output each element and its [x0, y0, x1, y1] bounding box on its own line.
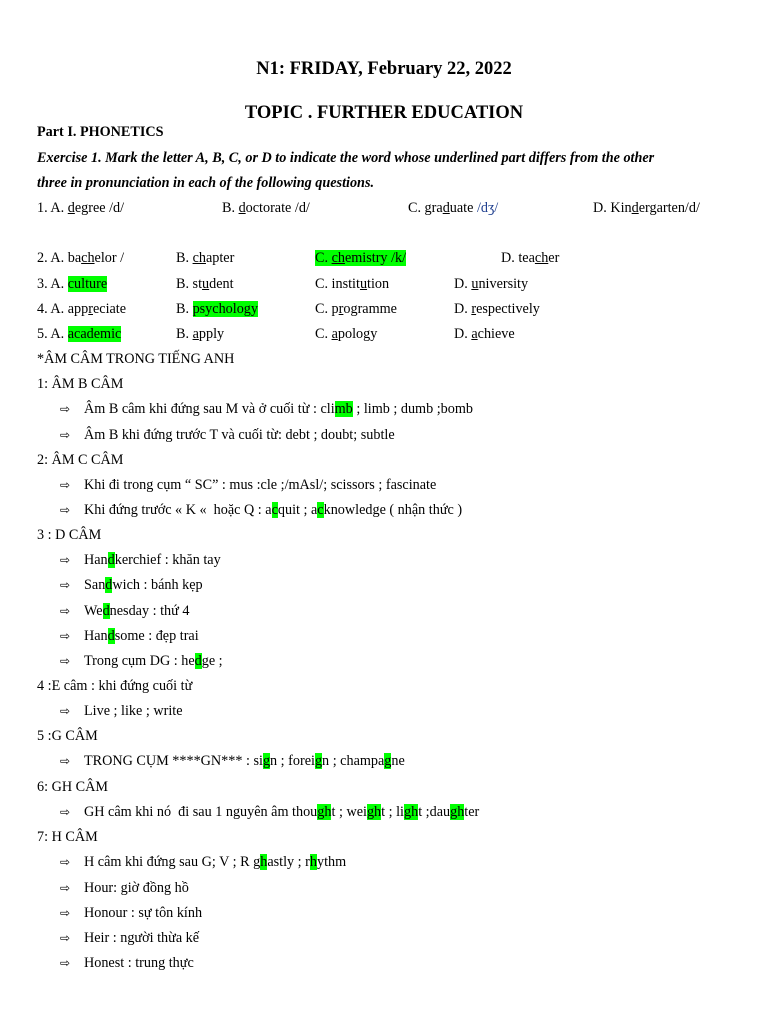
bullet-b1: ⇨ Âm B câm khi đứng sau M và ở cuối từ : climb ; limb ; dumb ;bomb — [60, 401, 473, 417]
bullet-h2: ⇨ Hour: giờ đồng hồ — [60, 880, 189, 896]
q2-option-b: B. chapter — [176, 250, 235, 266]
bullet-d2: ⇨ Sandwich : bánh kẹp — [60, 577, 203, 593]
bullet-c1: ⇨ Khi đi trong cụm “ SC” : mus :cle ;/mAsl/; scissors ; fascinate — [60, 477, 437, 493]
q5-option-d: D. achieve — [454, 326, 515, 342]
arrow-icon: ⇨ — [60, 855, 71, 869]
q3-option-d: D. university — [454, 276, 529, 292]
q4-option-c: C. programme — [315, 301, 397, 317]
q5-option-c: C. apology — [315, 326, 378, 342]
arrow-icon: ⇨ — [60, 931, 71, 945]
q3-option-c: C. institution — [315, 276, 390, 292]
section-g-title: 5 :G CÂM — [37, 728, 98, 744]
silent-heading: *ÂM CÂM TRONG TIẾNG ANH — [37, 351, 235, 367]
bullet-c2: ⇨ Khi đứng trước « K « hoặc Q : acquit ; acknowledge ( nhận thức ) — [60, 502, 463, 518]
arrow-icon: ⇨ — [60, 654, 71, 668]
q5-option-a: 5. A. academic — [37, 326, 122, 342]
arrow-icon: ⇨ — [60, 805, 71, 819]
q3-option-b: B. student — [176, 276, 234, 292]
bullet-h4: ⇨ Heir : người thừa kế — [60, 930, 200, 946]
bullet-h1: ⇨ H câm khi đứng sau G; V ; R ghastly ; rhythm — [60, 854, 347, 870]
arrow-icon: ⇨ — [60, 956, 71, 970]
bullet-gh1: ⇨ GH câm khi nó đi sau 1 nguyên âm thought ; weight ; light ;daughter — [60, 804, 480, 820]
page-title: N1: FRIDAY, February 22, 2022 — [256, 59, 512, 79]
bullet-d1: ⇨ Handkerchief : khăn tay — [60, 552, 221, 568]
section-e-title: 4 :E câm : khi đứng cuối từ — [37, 678, 193, 694]
section-c-title: 2: ÂM C CÂM — [37, 452, 124, 468]
arrow-icon: ⇨ — [60, 428, 71, 442]
arrow-icon: ⇨ — [60, 604, 71, 618]
bullet-g1: ⇨ TRONG CỤM ****GN*** : sign ; foreign ; champagne — [60, 753, 405, 769]
arrow-icon: ⇨ — [60, 578, 71, 592]
q2-option-c: C. chemistry /k/ — [315, 250, 407, 266]
exercise-instruction-1: Exercise 1. Mark the letter A, B, C, or D to indicate the word whose underlined part differs from the other — [37, 150, 655, 166]
arrow-icon: ⇨ — [60, 503, 71, 517]
bullet-d3: ⇨ Wednesday : thứ 4 — [60, 603, 190, 619]
bullet-d4: ⇨ Handsome : đẹp trai — [60, 628, 199, 644]
section-d-title: 3 : D CÂM — [37, 527, 102, 543]
bullet-b2: ⇨ Âm B khi đứng trước T và cuối từ: debt ; doubt; subtle — [60, 427, 395, 443]
q4-option-d: D. respectively — [454, 301, 540, 317]
q4-option-b: B. psychology — [176, 301, 258, 317]
arrow-icon: ⇨ — [60, 553, 71, 567]
arrow-icon: ⇨ — [60, 906, 71, 920]
arrow-icon: ⇨ — [60, 402, 71, 416]
q1-option-a: 1. A. degree /d/ — [37, 200, 125, 216]
arrow-icon: ⇨ — [60, 629, 71, 643]
q1-option-c: C. graduate /dʒ/ — [408, 200, 499, 216]
exercise-instruction-2: three in pronunciation in each of the following questions. — [37, 175, 375, 191]
q3-option-a: 3. A. culture — [37, 276, 108, 292]
section-h-title: 7: H CÂM — [37, 829, 98, 845]
arrow-icon: ⇨ — [60, 754, 71, 768]
part-heading: Part I. PHONETICS — [37, 124, 164, 140]
section-b-title: 1: ÂM B CÂM — [37, 376, 124, 392]
bullet-e1: ⇨ Live ; like ; write — [60, 703, 183, 719]
q1-option-b: B. doctorate /d/ — [222, 200, 310, 216]
bullet-h3: ⇨ Honour : sự tôn kính — [60, 905, 203, 921]
q5-option-b: B. apply — [176, 326, 225, 342]
q1-option-d: D. Kindergarten/d/ — [593, 200, 700, 216]
section-gh-title: 6: GH CÂM — [37, 779, 108, 795]
bullet-h5: ⇨ Honest : trung thực — [60, 955, 194, 971]
bullet-d5: ⇨ Trong cụm DG : hedge ; — [60, 653, 223, 669]
arrow-icon: ⇨ — [60, 478, 71, 492]
arrow-icon: ⇨ — [60, 704, 71, 718]
topic-title: TOPIC . FURTHER EDUCATION — [244, 103, 524, 123]
q2-option-d: D. teacher — [501, 250, 560, 266]
q2-option-a: 2. A. bachelor / — [37, 250, 125, 266]
q4-option-a: 4. A. appreciate — [37, 301, 127, 317]
arrow-icon: ⇨ — [60, 881, 71, 895]
